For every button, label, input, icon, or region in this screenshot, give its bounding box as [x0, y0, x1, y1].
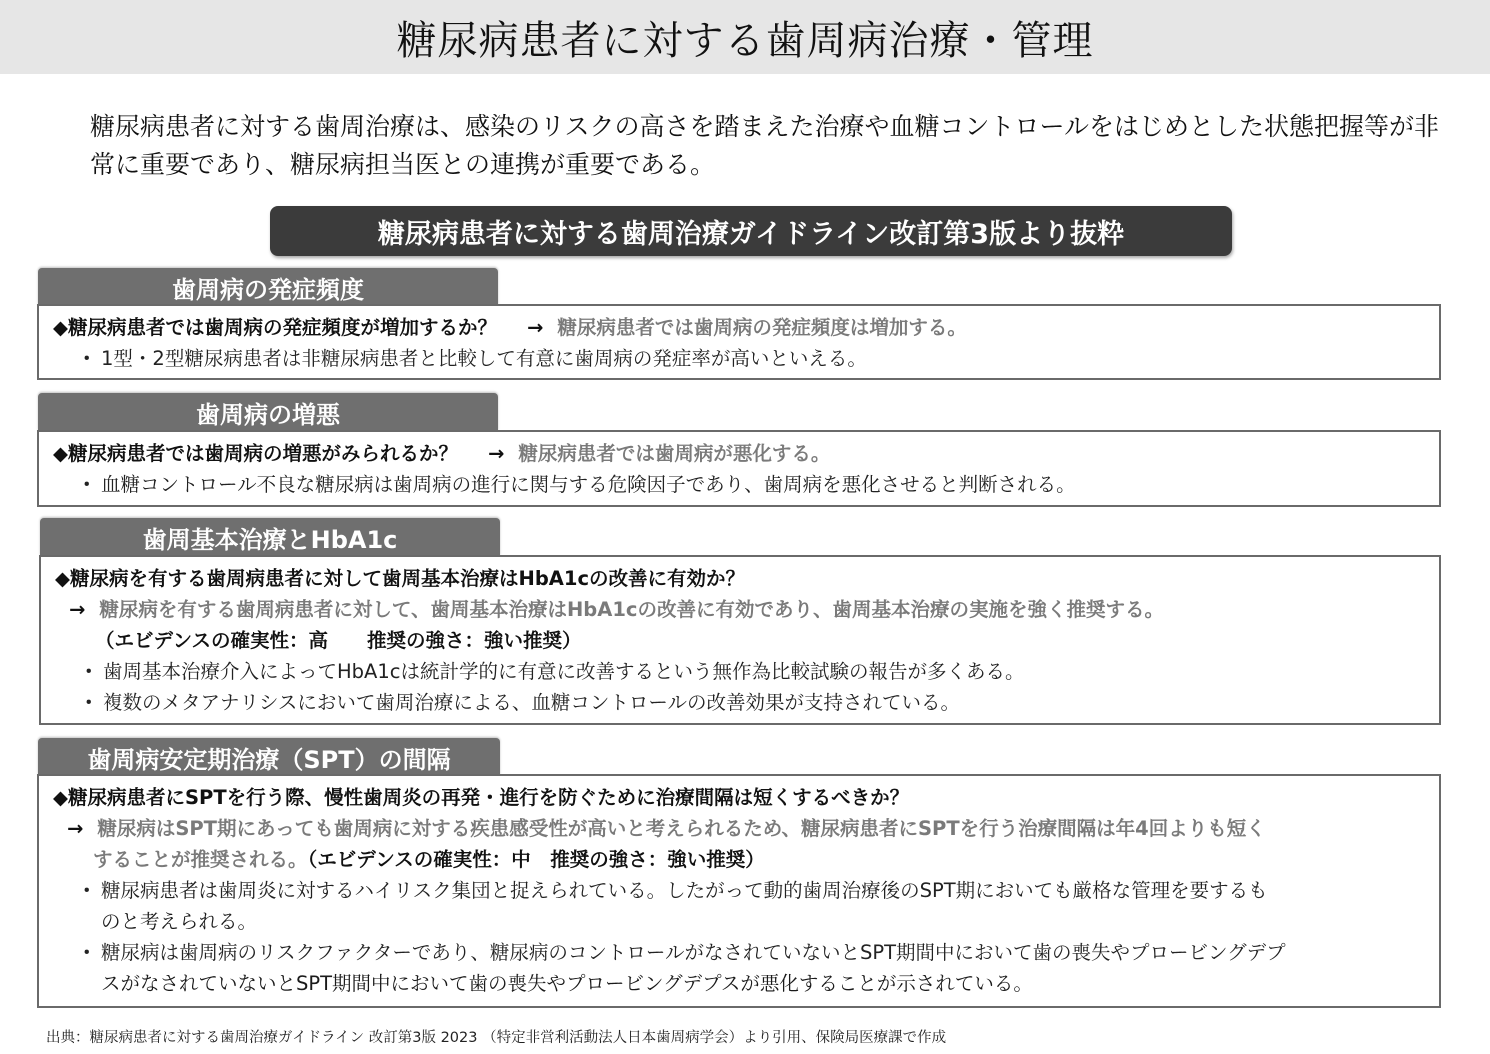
bullet-text: 1型・2型糖尿病患者は非糖尿病患者と比較して有意に歯周病の発症率が高いといえる。 [101, 347, 867, 370]
section-box-spt [37, 774, 1441, 1008]
bullet-text: 血糖コントロール不良な糖尿病は歯周病の進行に関与する危険因子であり、歯周病を悪化させると判断される。 [101, 473, 1076, 496]
arrow-right-icon: → [67, 817, 84, 840]
diamond-icon: ◆ [53, 786, 68, 809]
bullet-icon: ・ [79, 660, 99, 683]
evidence-text: （エビデンスの確実性：中 推奨の強さ：強い推奨） [307, 848, 765, 871]
question-line [53, 312, 1439, 343]
answer-text: 糖尿病を有する歯周病患者に対して、歯周基本治療はHbA1cの改善に有効であり、歯周基本治療の実施を強く推奨する。 [99, 598, 1164, 621]
arrow-right-icon: → [488, 442, 505, 465]
answer-line [55, 594, 1439, 625]
bullet-item [53, 937, 1439, 968]
intro-text: 糖尿病患者に対する歯周治療は、感染のリスクの高さを踏まえた治療や血糖コントロールをはじめとした状態把握等が非常に重要であり、糖尿病担当医との連携が重要である。 [90, 112, 1440, 179]
bullet-item [55, 687, 1439, 718]
arrow-right-icon: → [69, 598, 86, 621]
question-text: 糖尿病患者にSPTを行う際、慢性歯周炎の再発・進行を防ぐために治療間隔は短くするべきか？ [68, 786, 910, 809]
question-line [53, 438, 1439, 469]
answer-text: 糖尿病患者では歯周病が悪化する。 [518, 442, 831, 465]
source-citation: 出典：糖尿病患者に対する歯周治療ガイドライン 改訂第3版 2023 （特定非営利活動法人日本歯周病学会）より引用、保険局医療課で作成 [46, 1030, 947, 1046]
bullet-item [53, 343, 1439, 374]
answer-line [53, 813, 1439, 844]
section-tab-spt: 歯周病安定期治療（SPT）の間隔 [38, 738, 500, 776]
evidence-line [55, 625, 1439, 656]
bullet-icon: ・ [77, 879, 97, 902]
question-text: 糖尿病患者では歯周病の増悪がみられるか？ [68, 442, 459, 465]
section-tab-hba1c: 歯周基本治療とHbA1c [40, 518, 500, 556]
diamond-icon: ◆ [55, 567, 70, 590]
bullet-icon: ・ [77, 347, 97, 370]
bullet-text: 歯周基本治療介入によってHbA1cは統計学的に有意に改善するという無作為比較試験の報告が多くある。 [103, 660, 1025, 683]
bullet-item [53, 875, 1439, 906]
bullet-item [53, 469, 1439, 500]
section-box-worsening [37, 430, 1441, 507]
question-text: 糖尿病患者では歯周病の発症頻度が増加するか？ [68, 316, 498, 339]
bullet-text: 糖尿病は歯周病のリスクファクターであり、糖尿病のコントロールがなされていないとSPT期間中において歯の喪失やプロービングデプ [101, 941, 1286, 964]
section-box-onset [37, 304, 1441, 380]
section-tab-worsening: 歯周病の増悪 [38, 393, 498, 431]
bullet-continuation: のと考えられる。 [101, 910, 258, 933]
question-line [55, 563, 1439, 594]
arrow-right-icon: → [527, 316, 544, 339]
evidence-text: （エビデンスの確実性：高 推奨の強さ：強い推奨） [95, 629, 582, 652]
answer-text-2: することが推奨される。 [93, 848, 308, 871]
section-tab-onset: 歯周病の発症頻度 [38, 268, 498, 306]
diamond-icon: ◆ [53, 442, 68, 465]
answer-text: 糖尿病患者では歯周病の発症頻度は増加する。 [557, 316, 967, 339]
bullet-item [55, 656, 1439, 687]
guideline-header: 糖尿病患者に対する歯周治療ガイドライン改訂第3版より抜粋 [270, 206, 1232, 256]
bullet-text: 糖尿病患者は歯周炎に対するハイリスク集団と捉えられている。したがって動的歯周治療後のSPT期においても厳格な管理を要するも [101, 879, 1268, 902]
answer-text-1: 糖尿病はSPT期にあっても歯周病に対する疾患感受性が高いと考えられるため、糖尿病患者にSPTを行う治療間隔は年4回よりも短く [97, 817, 1266, 840]
bullet-icon: ・ [79, 691, 99, 714]
answer-line-2 [53, 844, 1439, 875]
page-title: 糖尿病患者に対する歯周病治療・管理 [396, 17, 1094, 64]
bullet-continuation: スがなされていないとSPT期間中において歯の喪失やプロービングデプスが悪化することが示されている。 [101, 972, 1033, 995]
diamond-icon: ◆ [53, 316, 68, 339]
section-box-hba1c [39, 555, 1441, 725]
question-line [53, 782, 1439, 813]
bullet-icon: ・ [77, 941, 97, 964]
question-text: 糖尿病を有する歯周病患者に対して歯周基本治療はHbA1cの改善に有効か？ [70, 567, 745, 590]
bullet-text: 複数のメタアナリシスにおいて歯周治療による、血糖コントロールの改善効果が支持されている。 [103, 691, 961, 714]
bullet-icon: ・ [77, 473, 97, 496]
title-bar [0, 0, 1490, 74]
